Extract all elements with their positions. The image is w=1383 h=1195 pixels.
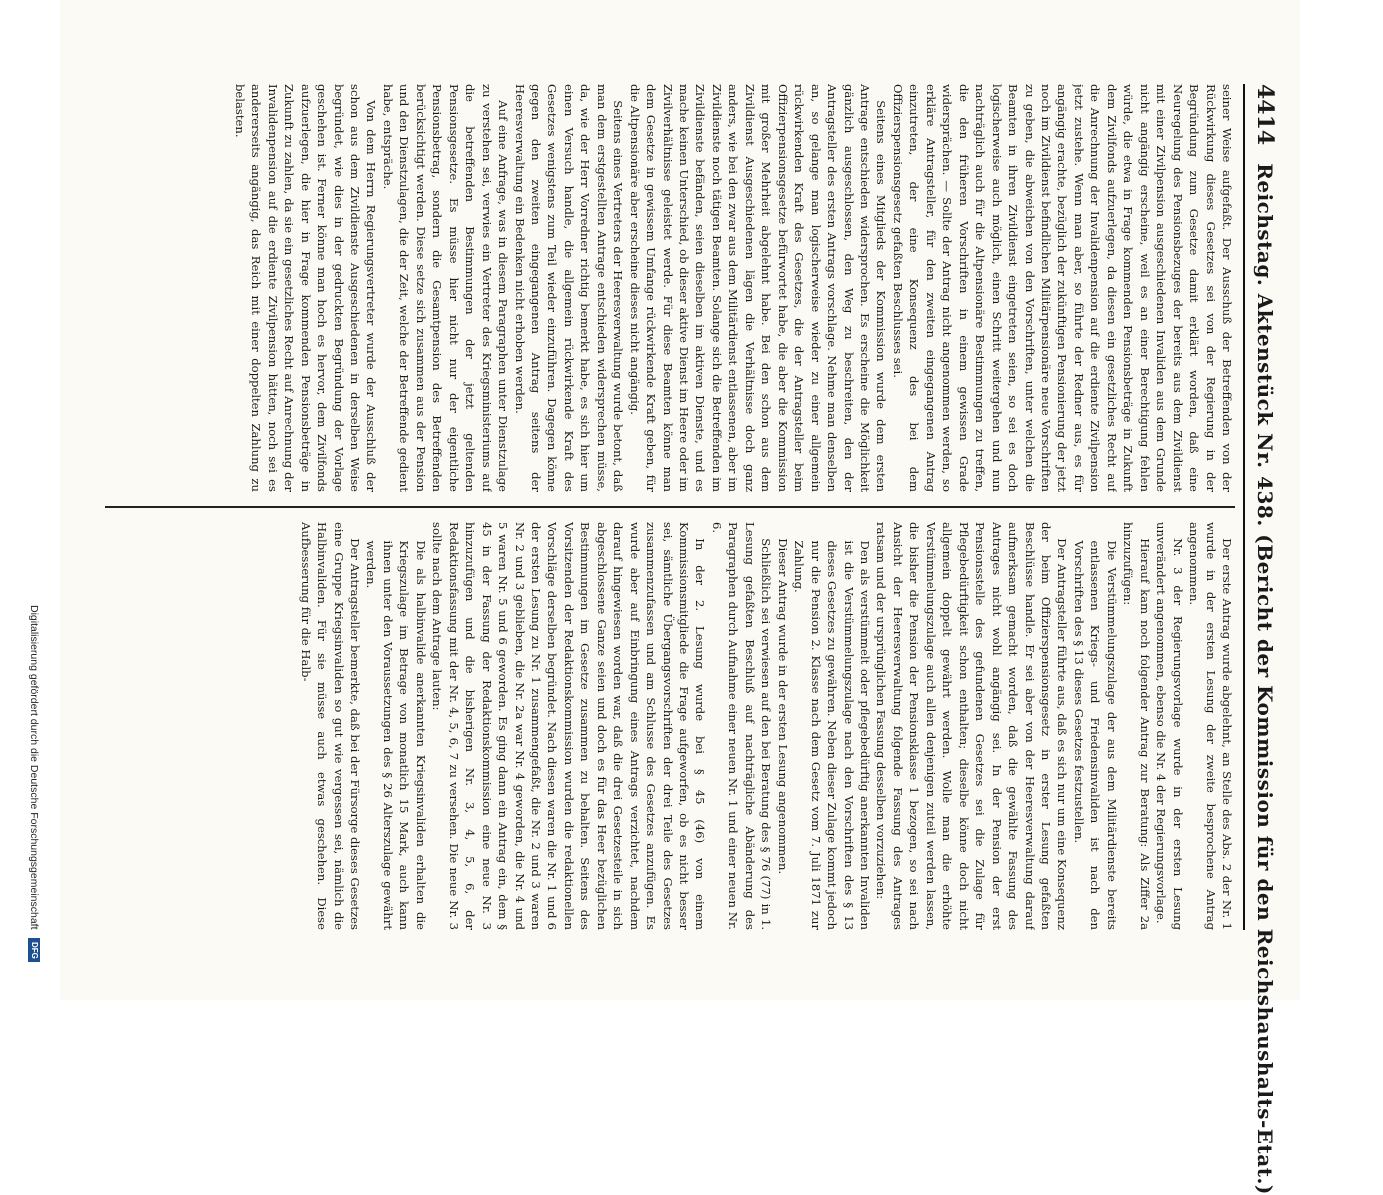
paragraph: Seitens eines Vertreters der Heeresverwaltung wurde betont, daß man dem erstgestellten Antrage entschieden widersprechen müsse, da, wie der Herr Vorredner richtig bemerkt habe, es sich hier um einen Versuch handle, die allgemein rückwirkende Kraft des Gesetzes wenigstens zum Teil wieder einzuführen. Dagegen könne gegen den zweiten eingegangenen Antrag seitens der Heeresverwaltung ein Bedenken nicht erhoben werden. [512,84,626,492]
right-column [105,522,1235,930]
running-title: Reichstag. Aktenstück Nr. 438. (Bericht der Kommission für den Reichshaushalts-Etat.) [1253,163,1277,1195]
page-header [1243,84,1278,1195]
scanned-page [60,0,1300,1195]
paragraph: Der erste Antrag wurde abgelehnt, an Stelle des Abs. 2 der Nr. 1 wurde in der ersten Lesung der zweite besprochene Antrag angenommen. [1187,522,1234,930]
footer-credit-line [20,0,40,1000]
paragraph: Seitens eines Mitglieds der Kommission wurde dem ersten Antrage entschieden widersprochen. Es erscheine die Möglichkeit gänzlich ausgeschlossen, den Weg zu beschreiten, den der Antragsteller des ersten Antrags vorschlage. Nehme man denselben an, so gelange man logischerweise wieder zu einer allgemein rückwirkenden Kraft des Gesetzes, die der Antragsteller beim Offizierpensionsgesetze befürwortet habe, die aber die Kommission mit großer Mehrheit abgelehnt habe. Bei den schon aus dem Zivildienst Ausgeschiedenen lägen die Verhältnisse doch ganz anders, wie bei den zwar aus dem Militärdienst entlassenen, aber im Zivildienste noch tätigen Beamten. Solange sich die Betreffenden im Zivildienste befänden, seien dieselben im aktiven Dienste, und es mache keinen Unterschied, ob dieser aktive Dienst im Heere oder im Zivilverhältnisse geleistet werde. Für diese Beamten könne man dem Gesetze in gewissem Umfange rückwirkende Kraft geben, für die Altpensionäre aber erscheine dieses nicht angängig. [627,84,889,492]
page-number: 4414 [1252,84,1278,146]
paragraph: Auf eine Anfrage, was in diesem Paragraphen unter Dienstzulage zu verstehen sei, verwies ein Vertreter des Kriegsministeriums auf die betreffenden Bestimmungen der jetzt geltenden Pensionsgesetze. Es müsse hier nicht nur der eigentliche Pensionsbetrag, sondern die Gesamtpension des Betreffenden berücksichtigt werden. Diese setze sich zusammen aus der Pension und den Dienstzulagen, die der Zeit, welche der Betreffende gedient habe, entspräche. [380,84,511,492]
paragraph: Schließlich sei verwiesen auf den bei Beratung des § 76 (77) in 1. Lesung gefaßten Beschluß auf nachträgliche Abänderung des Paragraphen durch Aufnahme einer neuen Nr. 1 und einer neuen Nr. 6. [709,522,774,930]
paragraph: Der Antragsteller führte aus, daß es sich nur um eine Konsequenz der beim Offizierspensionsgesetz in erster Lesung gefaßten Beschlüsse handle. Er sei aber von der Heeresverwaltung darauf aufmerksam gemacht worden, daß die gewählte Fassung des Antrages nicht wohl angängig sei. In der Pension der erst Pensionsstelle des gefundenen Gesetzes sei die Zulage für Pflegebedürftigkeit schon enthalten; dieselbe könne doch nicht allgemein doppelt gewährt werden. Wolle man die erhöhte Verstümmelungszulage auch allen denjenigen zuteil werden lassen, die bisher die Pension der Pensionsklasse 1 bezogen, so sei nach Ansicht der Heeresverwaltung folgende Fassung des Antrages ratsam und der ursprünglichen Fassung desselben vorzuziehen: [874,522,1070,930]
rotated-page-content [60,0,1300,1195]
quoted-provision: Die als halbinvalide anerkannten Kriegsinvaliden erhalten die Kriegszulage im Betrage von monatlich 15 Mark, auch kann ihnen unter den Voraussetzungen des § 26 Alterszulage gewährt werden. [364,540,428,930]
left-column [105,84,1235,492]
footer-strip [8,0,52,1000]
paragraph: Der Antragsteller bemerkte, daß bei der Fürsorge dieses Gesetzes eine Gruppe Kriegsinvaliden so gut wie vergessen sei, nämlich die Halbinvaliden. Für sie müsse auch etwas geschehen. Diese Aufbesserung für die Halb- [298,522,362,930]
dfg-logo: DFG [28,938,40,962]
paragraph: In der 2. Lesung wurde bei § 45 (46) von einem Kommissionsmitgliede die Frage aufgeworfen, ob es nicht besser sei, sämtliche Übergangsvorschriften der drei Teile des Gesetzes zusammenzufassen und am Schlusse des Gesetzes anzufügen. Es wurde aber auf Einbringung eines Antrags verzichtet, nachdem darauf hingewiesen worden war, daß die drei Gesetzesteile in sich abgeschlossene Ganze seien und doch es für das Heer bezüglichen Bestimmungen im Gesetze zusammen zu behalten. Seitens des Vorsitzenden der Redaktionskommission wurden die redaktionellen Vorschläge derselben begründet. Nach diesen waren die Nr. 1 und 6 der ersten Lesung zu Nr. 1 zusammengefaßt, die Nr. 2 und 3 waren Nr. 2 und 3 geblieben, die Nr. 2a war Nr. 4 geworden, die Nr. 4 und 5 waren Nr. 5 und 6 geworden. Es ging dann ein Antrag ein, dem § 45 in der Fassung der Redaktionskommission eine neue Nr. 3 hinzuzufügen und die bisherigen Nr. 3, 4, 5, 6, der Redaktionsfassung mit der Nr. 4, 5, 6, 7 zu versehen. Die neue Nr. 3 sollte nach dem Antrage lauten: [430,522,708,930]
quoted-provision: Den als verstümmelt oder pflegebedürftig anerkannten Invaliden ist die Verstümmelungszulage nach den Vorschriften des § 13 dieses Gesetzes zu gewähren. Neben dieser Zulage kommt jedoch nur die Pension 2. Klasse nach dem Gesetz vom 7. Juli 1871 zur Zahlung. [792,540,873,930]
quoted-provision: Die Verstümmelungszulage der aus dem Militärdienste bereits entlassenen Kriegs- und Friedensinvaliden ist nach den Vorschriften des § 13 dieses Gesetzes festzustellen. [1071,540,1119,930]
paragraph: Nr. 3 der Regierungsvorlage wurde in der ersten Lesung unverändert angenommen, ebenso die Nr. 4 der Regierungsvorlage. [1154,522,1185,930]
footer-credit: Digitalisierung gefördert durch die Deutsche Forschungsgemeinschaft [28,605,40,930]
paragraph: seiner Weise aufgefaßt. Der Ausschuß der Betreffenden von der Rückwirkung dieses Gesetzes sei von der Regierung in der Begründung zum Gesetze damit erklärt worden, daß eine Neuregelung des Pensionsbezuges der bereits aus dem Zivildienst mit einer Zivilpension ausgeschiedenen Invaliden aus dem Grunde nicht angängig erscheine, weil es an einer Berechtigung fehlen würde, die etwa in Frage kommenden Pensionsbeträge in Zukunft dem Zivilfonds aufzuerlegen, da diesen ein gesetzliches Recht auf die Anrechnung der Invalidenpension auf die erdiente Zivilpension jetzt zustehe. Wenn man aber, so führte der Redner aus, es für angängig erachte, bezüglich der zukünftigen Pensionierung der jetzt noch im Zivildienst befindlichen Militärpensionäre neue Vorschriften zu geben, die abweichen von den Vorschriften, unter welchen die Beamten in ihren Zivildienst eingetreten seien, so sei es doch logischerweise auch möglich, einen Schritt weitergehen und nun nachträglich auch für die Altpensionäre Bestimmungen zu treffen, die den früheren Vorschriften in einem gewissen Grade widersprächen. — Sollte der Antrag nicht angenommen werden, so erkläre Antragsteller, für den zweiten eingegangenen Antrag einzutreten, der eine Konsequenz des bei dem Offizierspensionsgesetz gefaßten Beschlusses sei. [890,84,1234,492]
text-columns [105,84,1235,930]
paragraph: Dieser Antrag wurde in der ersten Lesung angenommen. [775,538,790,875]
paragraph: Von dem Herrn Regierungsvertreter wurde der Ausschluß der schon aus dem Zivildienste Ausgeschiedenen in derselben Weise begründet, wie dies in der gedruckten Begründung der Vorlage geschehen ist. Ferner könne man hoch es hervor, dem Zivilfonds aufzuerlegen, die hier in Frage kommenden Pensionsbeträge in Zukunft zu zahlen, da sie ein gesetzliches Recht auf Anrechnung der Invalidenpension auf die erdiente Zivilpension hätten, noch sei es andererseits angängig, das Reich mit einer doppelten Zahlung zu belasten. [232,84,379,492]
paragraph: Hierauf kam noch folgender Antrag zur Beratung: Als Ziffer 2a hinzuzufügen: [1121,522,1152,930]
column-divider [105,506,1235,508]
